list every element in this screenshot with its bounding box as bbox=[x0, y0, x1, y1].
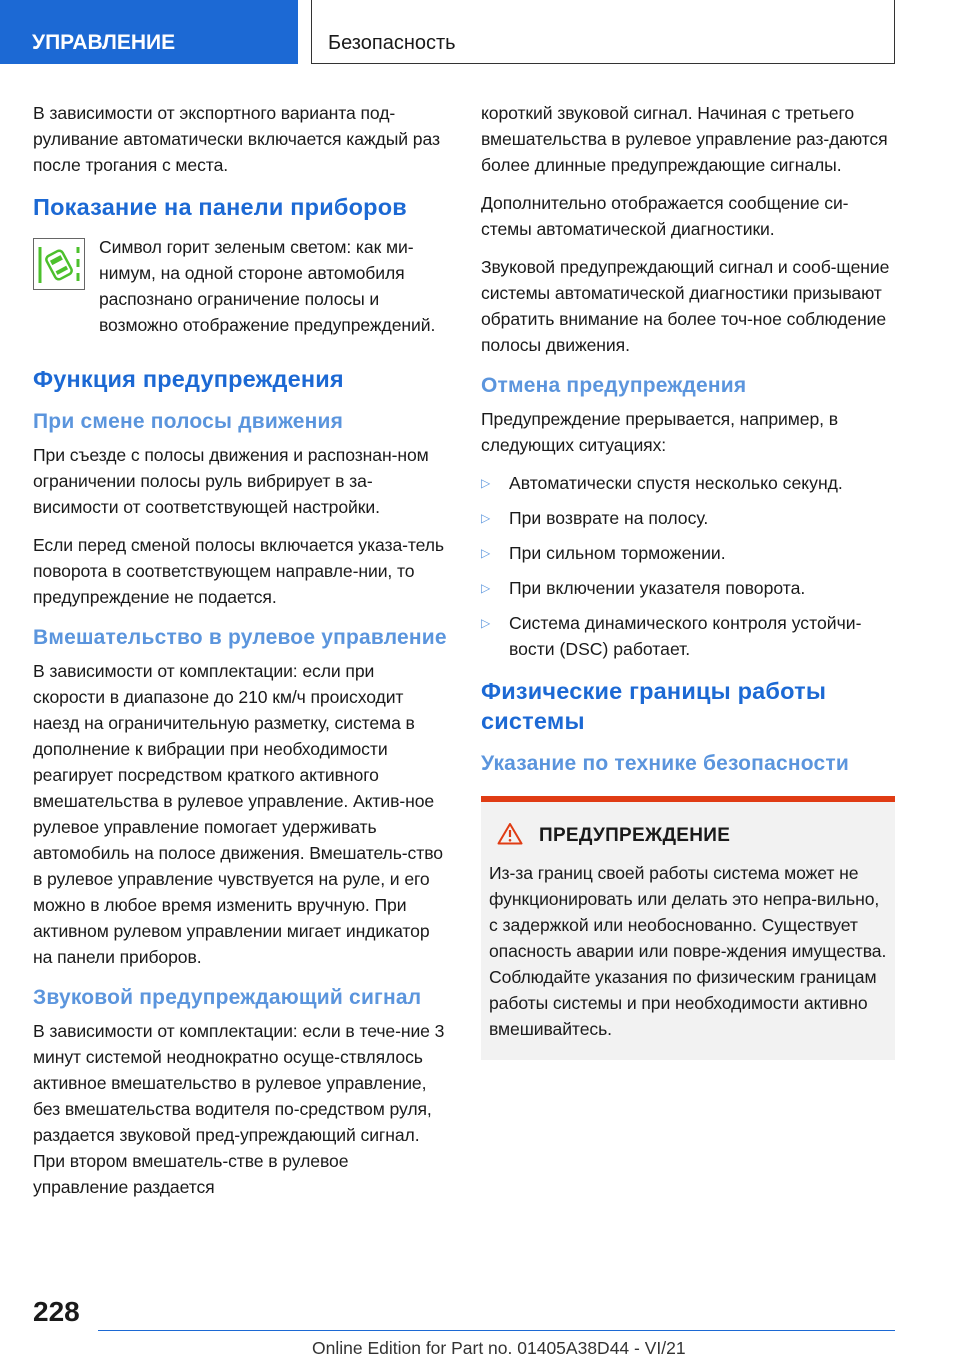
triangle-right-icon: ▷ bbox=[481, 616, 491, 630]
triangle-right-icon: ▷ bbox=[481, 581, 491, 595]
warning-title: ПРЕДУПРЕЖДЕНИЕ bbox=[539, 825, 731, 846]
heading-display: Показание на панели приборов bbox=[33, 194, 407, 220]
page-number: 228 bbox=[33, 1296, 80, 1327]
heading-steering-intervention: Вмешательство в рулевое управление bbox=[33, 626, 447, 649]
triangle-right-icon: ▷ bbox=[481, 546, 491, 560]
section-header bbox=[311, 0, 895, 64]
chapter-tab[interactable] bbox=[0, 0, 298, 64]
acoustic-paragraph: В зависимости от комплектации: если в тече-ние 3 минут системой неоднократно осуще-ствлялось активное вмешательство в рулевое управление, без вмешательства водителя по-средством руля, раздается звуковой пред-упреждающий сигнал. При втором вмешатель-стве в рулевое управление раздается bbox=[33, 1021, 445, 1197]
warning-header bbox=[489, 822, 887, 850]
list-item: ▷ При включении указателя поворота. bbox=[481, 575, 895, 601]
left-column bbox=[33, 100, 447, 1212]
cancel-intro: Предупреждение прерывается, например, в следующих ситуациях: bbox=[481, 409, 838, 455]
list-item: ▷ При сильном торможении. bbox=[481, 540, 895, 566]
footer-edition: Online Edition for Part no. 01405A38D44 - VI/21 bbox=[312, 1338, 686, 1358]
footer-divider bbox=[98, 1330, 895, 1331]
steering-paragraph: В зависимости от комплектации: если при скорости в диапазоне до 210 км/ч происходит наезд на ограничительную разметку, система в дополнение к вибрации при необходимости реагирует посредством краткого активного вмешательства в рулевое управление. Актив-ное рулевое управление помогает удерживать автомобиль на полосе движения. Вмешатель-ство в рулевое управление чувствуется на руле, и его можно в любое время изменить вручную. При активном рулевом управлении мигает индикатор на панели приборов. bbox=[33, 661, 443, 967]
heading-safety-note: Указание по технике безопасности bbox=[481, 752, 849, 775]
display-paragraph bbox=[33, 234, 447, 338]
continued-paragraph-3: Звуковой предупреждающий сигнал и сооб-щение системы автоматической диагностики призывают обратить внимание на более точ-ное соблюдение полосы движения. bbox=[481, 257, 890, 355]
heading-cancel-warning: Отмена предупреждения bbox=[481, 374, 747, 397]
cancel-list bbox=[481, 470, 895, 662]
warning-triangle-icon bbox=[497, 822, 523, 850]
triangle-right-icon: ▷ bbox=[481, 476, 491, 490]
heading-system-limits: Физические границы работы системы bbox=[481, 678, 827, 734]
lane-change-paragraph-1: При съезде с полосы движения и распознан-ном ограничении полосы руль вибрирует в за-висимости от соответствующей настройки. bbox=[33, 445, 429, 517]
triangle-right-icon: ▷ bbox=[481, 511, 491, 525]
list-item: ▷ Система динамического контроля устойчи-вости (DSC) работает. bbox=[481, 610, 895, 662]
list-item: ▷ При возврате на полосу. bbox=[481, 505, 895, 531]
continued-paragraph-2: Дополнительно отображается сообщение си-стемы автоматической диагностики. bbox=[481, 193, 849, 239]
intro-paragraph: В зависимости от экспортного варианта под-руливание автоматически включается каждый раз после трогания с места. bbox=[33, 103, 440, 175]
chapter-title: УПРАВЛЕНИЕ bbox=[32, 31, 176, 54]
lane-departure-warning-icon bbox=[33, 238, 85, 290]
heading-lane-change: При смене полосы движения bbox=[33, 410, 344, 433]
heading-acoustic-signal: Звуковой предупреждающий сигнал bbox=[33, 986, 422, 1009]
list-item: ▷ Автоматически спустя несколько секунд. bbox=[481, 470, 895, 496]
heading-warning-function: Функция предупреждения bbox=[33, 366, 344, 392]
lane-change-paragraph-2: Если перед сменой полосы включается указа-тель поворота в соответствующем направле-нии, то предупреждение не подается. bbox=[33, 535, 444, 607]
continued-paragraph-1: короткий звуковой сигнал. Начиная с третьего вмешательства в рулевое управление раз-даются более длинные предупреждающие сигналы. bbox=[481, 103, 888, 175]
display-text: Символ горит зеленым светом: как ми-нимум, на одной стороне автомобиля распознано ограничение полосы и возможно отображение предупреждений. bbox=[99, 237, 436, 335]
warning-box bbox=[481, 796, 895, 1060]
warning-text: Из-за границ своей работы система может не функционировать или делать это непра-вильно, с задержкой или необоснованно. Существует опасность аварии или повре-ждения имущества. Соблюдайте указания по физическим границам работы системы и при необходимости активно вмешивайтесь. bbox=[489, 863, 887, 1039]
right-column bbox=[481, 100, 895, 1060]
section-title: Безопасность bbox=[328, 32, 456, 54]
